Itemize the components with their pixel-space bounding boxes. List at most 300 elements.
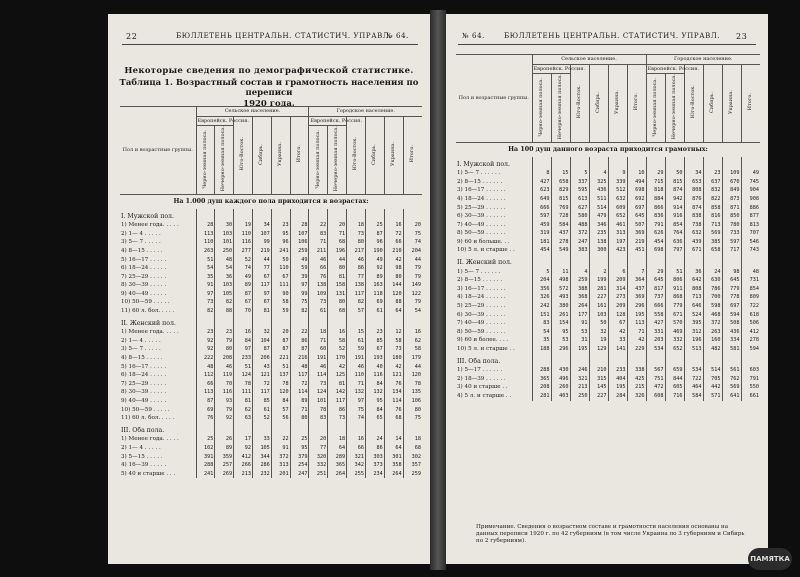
header-rural-col-5	[627, 64, 646, 142]
empty-cell	[703, 354, 722, 367]
header-urban-col-0	[646, 74, 665, 142]
section-title: II. Женский пол.	[457, 259, 512, 267]
table-cell: 278	[551, 238, 570, 247]
table-cell: 103	[215, 281, 234, 290]
table-cell: 92	[215, 414, 234, 423]
table-cell: 91	[271, 444, 290, 453]
table-cell: 836	[646, 212, 665, 221]
header-rural-col-0	[532, 74, 551, 142]
table-cell: 210	[384, 247, 403, 256]
table-cell: 603	[741, 366, 760, 375]
table-cell: 191	[309, 354, 328, 363]
table-row	[120, 230, 422, 239]
empty-cell	[252, 209, 271, 222]
table-cell: 95	[271, 230, 290, 239]
section-title: I. Мужской пол.	[457, 160, 510, 168]
table-cell: 105	[215, 290, 234, 299]
table-cell: 177	[570, 311, 589, 320]
table-row	[456, 302, 760, 311]
table-cell: 71	[627, 328, 646, 337]
table-cell: 81	[328, 380, 347, 389]
empty-cell	[551, 255, 570, 268]
row-label: 2) 1— 4 . . . . .	[121, 337, 161, 344]
table-row	[120, 444, 422, 453]
row-label: 3) 5—15 . . . . .	[121, 453, 163, 460]
table-cell: 86	[290, 337, 309, 346]
table-row	[120, 388, 422, 397]
table-row	[120, 380, 422, 389]
row-label: 8) 50—59 . . . . . .	[457, 230, 506, 237]
right-issue-number: № 64.	[462, 32, 485, 40]
table-row	[456, 178, 760, 187]
table-cell: 877	[741, 212, 760, 221]
table-cell: 388	[570, 285, 589, 294]
table-cell: 479	[589, 212, 608, 221]
right-page	[446, 14, 768, 564]
table-cell: 12	[384, 328, 403, 337]
empty-cell	[589, 354, 608, 367]
table-cell: 18	[309, 328, 328, 337]
table-cell: 62	[234, 406, 253, 415]
row-label: 1) Менее года. . . . .	[121, 436, 179, 443]
table-cell: 391	[196, 453, 215, 462]
empty-cell	[271, 423, 290, 436]
empty-cell	[347, 209, 366, 222]
table-cell: 671	[684, 246, 703, 255]
table-cell: 131	[328, 290, 347, 299]
table-cell: 246	[570, 366, 589, 375]
table-cell: 64	[384, 444, 403, 453]
table-cell: 359	[215, 453, 234, 462]
table-cell: 76	[309, 273, 328, 282]
header-rural-col-2-label: Юго-Восток.	[239, 137, 246, 171]
watermark-logo	[748, 548, 792, 570]
table-cell: 114	[290, 388, 309, 397]
table-cell: 81	[252, 307, 271, 316]
table-cell: 597	[532, 212, 551, 221]
table-cell: 103	[589, 311, 608, 320]
table-row	[456, 392, 760, 401]
row-label: 7) 25—29 . . . . .	[121, 380, 167, 387]
row-label: 10) 50—59 . . . . .	[121, 299, 170, 306]
table-cell: 873	[722, 195, 741, 204]
table-cell: 110	[196, 238, 215, 247]
table-cell: 8	[532, 169, 551, 178]
empty-cell	[741, 354, 760, 367]
table-cell: 61	[309, 307, 328, 316]
table-cell: 42	[627, 336, 646, 345]
table-cell: 48	[741, 268, 760, 277]
table-cell: 117	[252, 281, 271, 290]
table-cell: 107	[252, 230, 271, 239]
table-cell: 34	[684, 169, 703, 178]
table-cell: 762	[722, 375, 741, 384]
empty-cell	[347, 423, 366, 436]
table-cell: 242	[532, 302, 551, 311]
table-cell: 911	[665, 285, 684, 294]
table-cell: 437	[551, 229, 570, 238]
table-cell: 28	[196, 221, 215, 230]
table-cell: 92	[196, 337, 215, 346]
table-cell: 58	[384, 337, 403, 346]
table-cell: 84	[365, 406, 384, 415]
table-cell: 874	[665, 186, 684, 195]
header-rural-col-1	[551, 74, 570, 142]
table-cell: 71	[328, 230, 347, 239]
table-cell: 289	[328, 453, 347, 462]
table-cell: 609	[608, 204, 627, 213]
table-cell: 16	[403, 328, 422, 337]
table-cell: 425	[627, 375, 646, 384]
table-cell: 507	[627, 221, 646, 230]
row-label: 2) 18—39 . . . . . .	[457, 375, 506, 382]
table-row	[120, 256, 422, 265]
table-cell: 134	[384, 388, 403, 397]
table-cell: 201	[271, 470, 290, 479]
table-cell: 99	[290, 290, 309, 299]
table-cell: 372	[703, 319, 722, 328]
table-row	[456, 238, 760, 247]
table-cell: 82	[347, 298, 366, 307]
table-row	[456, 383, 760, 392]
table-cell: 22	[290, 328, 309, 337]
table-cell: 117	[347, 290, 366, 299]
table-cell: 70	[215, 380, 234, 389]
table-cell: 151	[532, 311, 551, 320]
table-cell: 385	[703, 238, 722, 247]
table-cell: 264	[384, 470, 403, 479]
table-cell: 91	[196, 281, 215, 290]
table-cell: 23	[703, 169, 722, 178]
header-rural-col-3-label: Сибирь.	[594, 91, 601, 113]
table-cell: 31	[570, 336, 589, 345]
row-label: 2) 8—15 . . . . . .	[457, 277, 503, 284]
table-cell: 102	[196, 444, 215, 453]
table-cell: 404	[608, 375, 627, 384]
table-cell: 158	[328, 281, 347, 290]
empty-cell	[589, 255, 608, 268]
table-cell: 255	[347, 470, 366, 479]
table-cell: 332	[309, 461, 328, 470]
table-cell: 613	[570, 195, 589, 204]
header-urban-col-4-label: Украина.	[389, 141, 396, 167]
table-cell: 120	[384, 290, 403, 299]
table-row	[120, 264, 422, 273]
table-cell: 97	[234, 345, 253, 354]
table-cell: 32	[589, 328, 608, 337]
table-row	[456, 345, 760, 354]
table-cell: 356	[532, 285, 551, 294]
table-cell: 250	[215, 247, 234, 256]
table-cell: 66	[196, 380, 215, 389]
table-cell: 738	[684, 221, 703, 230]
row-label: 1) Менее года. . . . .	[121, 222, 179, 229]
table-cell: 357	[403, 461, 422, 470]
section-title: II. Женский пол.	[121, 319, 176, 327]
table-cell: 14	[384, 435, 403, 444]
empty-cell	[215, 209, 234, 222]
table-cell: 737	[646, 293, 665, 302]
header-urban-col-3	[703, 64, 722, 142]
table-cell: 658	[551, 178, 570, 187]
table-row	[120, 281, 422, 290]
table-cell: 44	[328, 256, 347, 265]
table-cell: 874	[684, 204, 703, 213]
row-label: 5) 25—29 . . . . . .	[457, 204, 506, 211]
table-cell: 95	[290, 444, 309, 453]
table-cell: 645	[646, 276, 665, 285]
table-cell: 67	[608, 319, 627, 328]
table-cell: 338	[627, 366, 646, 375]
empty-cell	[627, 354, 646, 367]
table-cell: 854	[665, 221, 684, 230]
header-rural-col-5-label: Итого.	[295, 145, 302, 163]
table-cell: 884	[646, 195, 665, 204]
table-row	[120, 397, 422, 406]
table-cell: 106	[403, 397, 422, 406]
table-cell: 18	[328, 435, 347, 444]
table-cell: 92	[365, 264, 384, 273]
table-cell: 78	[309, 406, 328, 415]
table-cell: 546	[741, 238, 760, 247]
table-cell: 6	[608, 268, 627, 277]
table-cell: 534	[646, 345, 665, 354]
table-cell: 209	[608, 276, 627, 285]
header-urban-col-1-label: Нечерно-земная полоса.	[670, 74, 677, 140]
table-cell: 642	[684, 276, 703, 285]
table-cell: 80	[290, 414, 309, 423]
empty-cell	[665, 157, 684, 170]
table-cell: 137	[271, 371, 290, 380]
table-cell: 65	[365, 414, 384, 423]
table-cell: 876	[684, 195, 703, 204]
table-cell: 33	[608, 336, 627, 345]
table-cell: 30	[215, 221, 234, 230]
table-cell: 145	[589, 383, 608, 392]
table-cell: 119	[215, 371, 234, 380]
table-cell: 11	[551, 268, 570, 277]
empty-cell	[551, 354, 570, 367]
empty-cell	[646, 354, 665, 367]
table-cell: 196	[684, 336, 703, 345]
table-cell: 217	[347, 247, 366, 256]
table-cell: 849	[722, 186, 741, 195]
table-cell: 19	[234, 221, 253, 230]
table-cell: 72	[252, 380, 271, 389]
row-label: 7) 40—49 . . . . . .	[457, 320, 506, 327]
table-cell: 233	[608, 366, 627, 375]
table-cell: 498	[551, 276, 570, 285]
table-cell: 114	[309, 371, 328, 380]
table-cell: 395	[684, 319, 703, 328]
header-urban-european: Европейск. Россия.	[647, 65, 699, 72]
table-cell: 116	[234, 238, 253, 247]
table-cell: 832	[703, 186, 722, 195]
table-cell: 51	[271, 363, 290, 372]
table-cell: 331	[646, 328, 665, 337]
table-cell: 288	[196, 461, 215, 470]
table-cell: 84	[365, 380, 384, 389]
table-cell: 68	[384, 414, 403, 423]
table-cell: 365	[328, 461, 347, 470]
table-cell: 160	[703, 336, 722, 345]
table-cell: 16	[384, 221, 403, 230]
table-cell: 325	[589, 178, 608, 187]
row-label: 6) 18—24 . . . . .	[121, 265, 167, 272]
table-cell: 110	[347, 371, 366, 380]
header-urban-col-3-label: Сибирь.	[371, 143, 378, 165]
table-cell: 806	[665, 276, 684, 285]
table-cell: 558	[646, 311, 665, 320]
table-cell: 365	[532, 375, 551, 384]
table-cell: 916	[665, 212, 684, 221]
row-label: 4) 8—15 . . . . .	[121, 355, 163, 362]
table-cell: 71	[309, 337, 328, 346]
table-row	[456, 229, 760, 238]
header-urban-european: Европейск. Россия.	[310, 117, 362, 124]
table-cell: 652	[665, 345, 684, 354]
row-label: 5) 25—29 . . . . . .	[457, 303, 506, 310]
table-cell: 105	[252, 444, 271, 453]
table-cell: 116	[365, 371, 384, 380]
table-cell: 221	[271, 354, 290, 363]
table-cell: 572	[551, 285, 570, 294]
table-row	[120, 414, 422, 423]
table-cell: 80	[328, 264, 347, 273]
table-cell: 550	[741, 383, 760, 392]
table-cell: 595	[570, 186, 589, 195]
table-cell: 77	[252, 264, 271, 273]
table-cell: 87	[252, 345, 271, 354]
table-cell: 627	[570, 204, 589, 213]
table-cell: 120	[403, 371, 422, 380]
table-cell: 372	[271, 453, 290, 462]
table-cell: 808	[684, 186, 703, 195]
table-cell: 110	[271, 264, 290, 273]
table-cell: 54	[532, 328, 551, 337]
empty-cell	[196, 423, 215, 436]
table-cell: 85	[252, 397, 271, 406]
right-running-head: БЮЛЛЕТЕНЬ ЦЕНТРАЛЬН. СТАТИСТИЧ. УПРАВЛ.	[504, 32, 721, 40]
empty-cell	[234, 316, 253, 329]
table-cell: 671	[665, 311, 684, 320]
table-cell: 229	[627, 345, 646, 354]
table-cell: 58	[403, 345, 422, 354]
table-cell: 23	[215, 328, 234, 337]
table-cell: 2	[589, 268, 608, 277]
table-cell: 273	[608, 293, 627, 302]
table-cell: 266	[234, 461, 253, 470]
table-cell: 20	[328, 221, 347, 230]
watermark-text: ПАМЯТКА	[750, 555, 790, 563]
table-cell: 121	[252, 371, 271, 380]
table-cell: 7	[627, 268, 646, 277]
header-rural-col-1	[215, 126, 234, 194]
table-cell: 82	[196, 307, 215, 316]
table-cell: 472	[646, 383, 665, 392]
table-cell: 78	[403, 380, 422, 389]
row-label: 1) 5—17 . . . . . .	[457, 367, 503, 374]
table-cell: 597	[722, 238, 741, 247]
table-cell: 73	[309, 380, 328, 389]
table-cell: 190	[365, 247, 384, 256]
table-cell: 9	[608, 169, 627, 178]
table-cell: 251	[309, 470, 328, 479]
table-cell: 138	[589, 238, 608, 247]
table-cell: 20	[403, 221, 422, 230]
table-cell: 89	[215, 444, 234, 453]
empty-cell	[551, 157, 570, 170]
table-cell: 195	[627, 311, 646, 320]
table-cell: 87	[290, 345, 309, 354]
table-cell: 464	[684, 383, 703, 392]
table-cell: 122	[403, 290, 422, 299]
header-rural-col-0	[196, 126, 215, 194]
table-cell: 764	[665, 229, 684, 238]
table-cell: 22	[309, 221, 328, 230]
table-cell: 96	[365, 238, 384, 247]
table-cell: 403	[551, 392, 570, 401]
table-cell: 50	[271, 256, 290, 265]
table-cell: 54	[215, 264, 234, 273]
table-cell: 64	[384, 307, 403, 316]
table-cell: 312	[684, 328, 703, 337]
table-cell: 101	[215, 238, 234, 247]
table-cell: 90	[271, 290, 290, 299]
row-label: 5) 40 и старше . . .	[121, 470, 176, 477]
table-cell: 20	[271, 328, 290, 337]
table-cell: 111	[271, 281, 290, 290]
table-cell: 81	[234, 397, 253, 406]
empty-cell	[608, 255, 627, 268]
table-cell: 636	[665, 238, 684, 247]
table-cell: 80	[328, 298, 347, 307]
table-cell: 269	[215, 470, 234, 479]
table-cell: 180	[384, 354, 403, 363]
empty-cell	[196, 209, 215, 222]
empty-cell	[328, 316, 347, 329]
table-cell: 78	[234, 380, 253, 389]
header-urban: Городское население.	[309, 107, 422, 117]
table-cell: 179	[403, 354, 422, 363]
table-cell: 22	[271, 435, 290, 444]
table-cell: 32	[252, 328, 271, 337]
section-header-row	[456, 255, 760, 268]
table-cell: 259	[570, 276, 589, 285]
header-sex-age: Пол и возрастные группы.	[456, 55, 532, 143]
table-cell: 786	[703, 285, 722, 294]
table-cell: 79	[403, 264, 422, 273]
table-row	[456, 169, 760, 178]
empty-cell	[328, 209, 347, 222]
table-cell: 79	[403, 298, 422, 307]
empty-cell	[403, 423, 422, 436]
table-cell: 850	[722, 212, 741, 221]
table-cell: 93	[215, 397, 234, 406]
table-row	[120, 290, 422, 299]
table-cell: 213	[570, 383, 589, 392]
empty-cell	[384, 209, 403, 222]
table-cell: 215	[627, 383, 646, 392]
table-cell: 722	[741, 302, 760, 311]
table-cell: 227	[589, 392, 608, 401]
table-cell: 42	[608, 328, 627, 337]
table-cell: 618	[741, 311, 760, 320]
row-label: 4) 5 л. и старше . .	[457, 392, 512, 399]
table-cell: 88	[215, 307, 234, 316]
header-urban: Городское население.	[646, 55, 760, 65]
table-cell: 141	[608, 345, 627, 354]
